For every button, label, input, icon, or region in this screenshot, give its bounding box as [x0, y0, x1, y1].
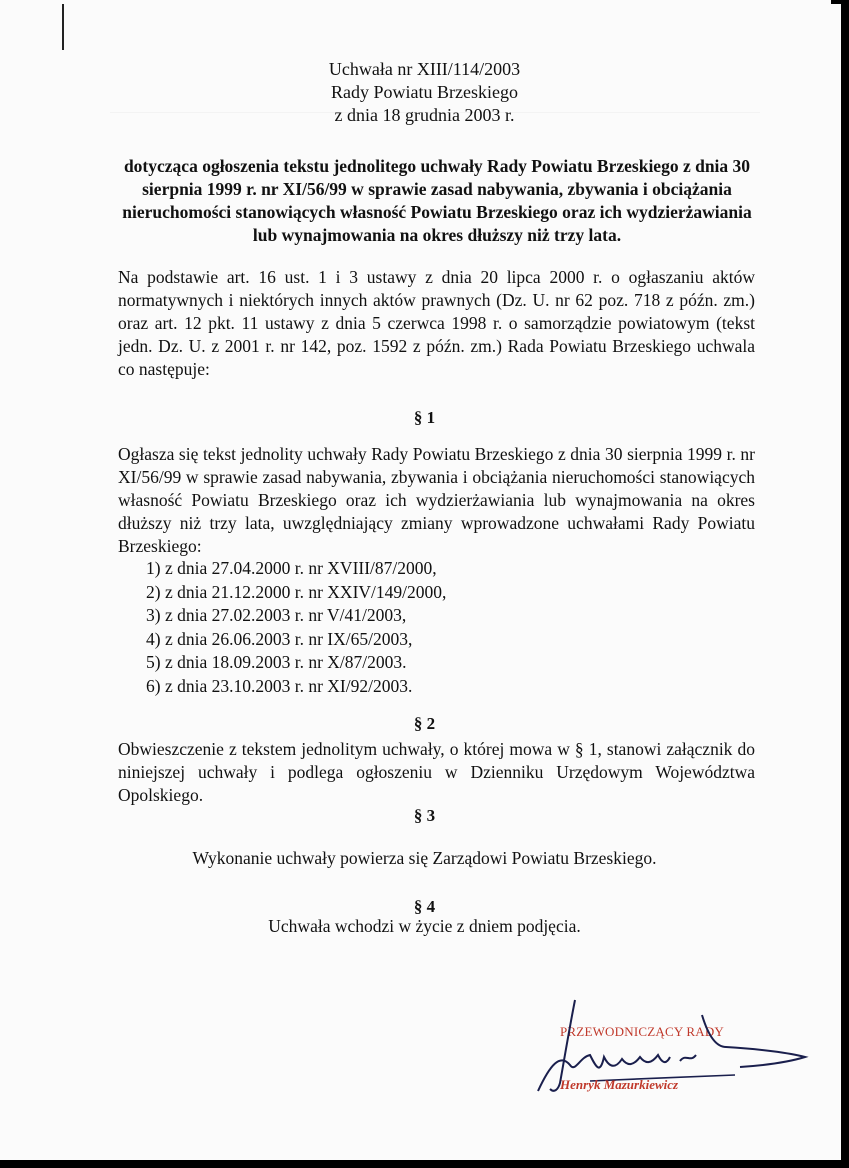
- resolution-date: z dnia 18 grudnia 2003 r.: [334, 105, 515, 125]
- amendments-list: [146, 557, 446, 699]
- resolution-number: Uchwała nr XIII/114/2003: [328, 59, 521, 79]
- scan-artifact-line: [62, 4, 64, 50]
- section-3-mark: § 3: [413, 806, 436, 825]
- section-2-text: Obwieszczenie z tekstem jednolitym uchwały, o której mowa w § 1, stanowi załącznik do niniejszej uchwały i podlega ogłoszeniu w Dzienniku Urzędowym Województwa Opolskiego.: [118, 739, 755, 805]
- list-item: 3) z dnia 27.02.2003 r. nr V/41/2003,: [146, 605, 407, 626]
- section-4-text: Uchwała wchodzi w życie z dniem podjęcia.: [268, 916, 581, 936]
- stamp-title: PRZEWODNICZĄCY RADY: [560, 1024, 725, 1039]
- list-item: 2) z dnia 21.12.2000 r. nr XXIV/149/2000,: [146, 581, 447, 602]
- council-name: Rady Powiatu Brzeskiego: [331, 82, 518, 102]
- list-item: 6) z dnia 23.10.2003 r. nr XI/92/2003.: [146, 675, 413, 696]
- stamp-name: Henryk Mazurkiewicz: [560, 1077, 679, 1092]
- section-2-mark: § 2: [413, 714, 436, 733]
- list-item: 1) z dnia 27.04.2000 r. nr XVIII/87/2000,: [146, 558, 437, 578]
- list-item: 4) z dnia 26.06.2003 r. nr IX/65/2003,: [146, 628, 413, 649]
- preamble: Na podstawie art. 16 ust. 1 i 3 ustawy z dnia 20 lipca 2000 r. o ogłaszaniu aktów normatywnych i niektórych innych aktów prawnych (Dz. U. nr 62 poz. 718 z późn. zm.) oraz art. 12 pkt. 11 ustawy z dnia 5 czerwca 1998 r. o samorządzie powiatowym (tekst jedn. Dz. U. z 2001 r. nr 142, poz. 1592 z późn. zm.) Rada Powiatu Brzeskiego uchwala co następuje:: [118, 267, 755, 379]
- section-1-mark: § 1: [413, 408, 436, 427]
- section-3-text: Wykonanie uchwały powierza się Zarządowi Powiatu Brzeskiego.: [192, 848, 657, 868]
- section-4-mark: § 4: [413, 897, 436, 916]
- resolution-header: [0, 58, 849, 127]
- section-1-text: Ogłasza się tekst jednolity uchwały Rady Powiatu Brzeskiego z dnia 30 sierpnia 1999 r. nr XI/56/99 w sprawie zasad nabywania, zbywania i obciążania nieruchomości stanowiących własność Powiatu Brzeskiego oraz ich wydzierżawiania lub wynajmowania na okres dłuższy niż trzy lata, uwzględniający zmiany wprowadzone uchwałami Rady Powiatu Brzeskiego:: [118, 444, 755, 556]
- resolution-subject: dotycząca ogłoszenia tekstu jednolitego uchwały Rady Powiatu Brzeskiego z dnia 30 sierpnia 1999 r. nr XI/56/99 w sprawie zasad nabywania, zbywania i obciążania nieruchomości stanowiących własność Powiatu Brzeskiego oraz ich wydzierżawiania lub wynajmowania na okres dłuższy niż trzy lata.: [122, 156, 752, 245]
- scan-corner-mark: [831, 0, 841, 4]
- list-item: 5) z dnia 18.09.2003 r. nr X/87/2003.: [146, 652, 407, 673]
